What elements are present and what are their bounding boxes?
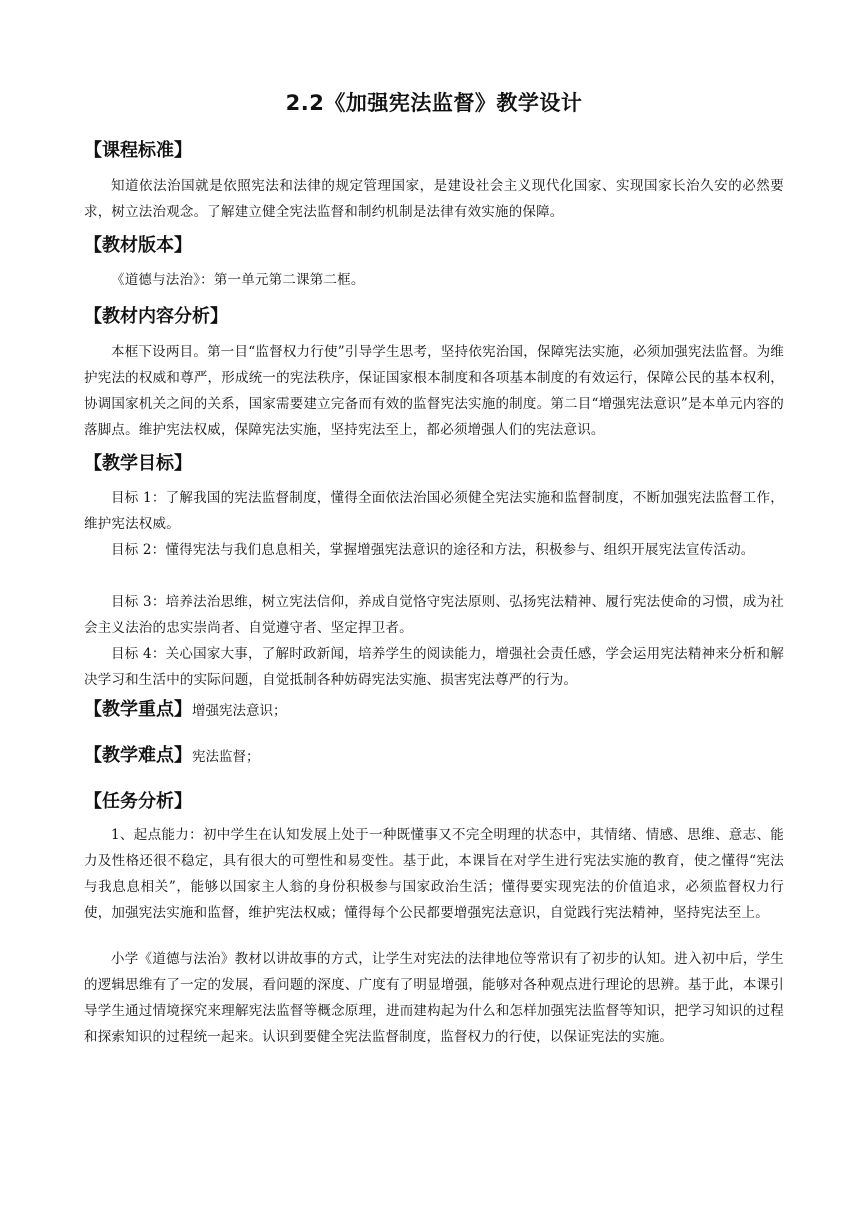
objective-item: 目标 3：培养法治思维，树立宪法信仰，养成自觉恪守宪法原则、弘扬宪法精神、履行宪法使命的习惯，成为社会主义法治的忠实崇尚者、自觉遵守者、坚定捍卫者。	[84, 594, 784, 636]
heading-content-analysis: 【教材内容分析】	[84, 306, 228, 327]
content-analysis-text: 本框下设两目。第一目“监督权力行使”引导学生思考，坚持依宪治国，保障宪法实施，必须加强宪法监督。为维护宪法的权威和尊严，形成统一的宪法秩序，保证国家根本制度和各项基本制度的有效运行，保障公民的基本权利，协调国家机关之间的关系，国家需要建立完备而有效的监督宪法实施的制度。第二目“增强宪法意识”是本单元内容的落脚点。维护宪法权威，保障宪法实施，坚持宪法至上，都必须增强人们的宪法意识。	[84, 344, 784, 438]
task-analysis-paragraph: 小学《道德与法治》教材以讲故事的方式，让学生对宪法的法律地位等常识有了初步的认知。进入初中后，学生的逻辑思维有了一定的发展，看问题的深度、广度有了明显增强，能够对各种观点进行理论的思辨。基于此，本课引导学生通过情境探究来理解宪法监督等概念原理，进而建构起为什么和怎样加强宪法监督等知识，把学习知识的过程和探索知识的过程统一起来。认识到要健全宪法监督制度，监督权力的行使，以保证宪法的实施。	[84, 951, 784, 1045]
heading-key-points: 【教学重点】	[84, 699, 192, 720]
textbook-edition-text: 《道德与法治》：第一单元第二课第二框。	[111, 272, 365, 288]
curriculum-standard-text: 知道依法治国就是依照宪法和法律的规定管理国家，是建设社会主义现代化国家、实现国家长治久安的必然要求，树立法治观念。了解建立健全宪法监督和制约机制是法律有效实施的保障。	[84, 178, 784, 220]
key-points-line	[84, 697, 287, 724]
objective-item: 目标 4：关心国家大事，了解时政新闻，培养学生的阅读能力，增强社会责任感，学会运用宪法精神来分析和解决学习和生活中的实际问题，自觉抵制各种妨碍宪法实施、损害宪法尊严的行为。	[84, 646, 784, 688]
objective-item: 目标 2：懂得宪法与我们息息相关，掌握增强宪法意识的途径和方法，积极参与、组织开展宪法宣传活动。	[111, 542, 755, 558]
heading-difficult-points: 【教学难点】	[84, 745, 192, 766]
heading-task-analysis: 【任务分析】	[84, 791, 192, 812]
heading-curriculum-standard: 【课程标准】	[84, 140, 192, 161]
heading-textbook-edition: 【教材版本】	[84, 235, 192, 256]
heading-teaching-objectives: 【教学目标】	[84, 453, 192, 474]
objective-item: 目标 1：了解我国的宪法监督制度，懂得全面依法治国必须健全宪法实施和监督制度，不断加强宪法监督工作，维护宪法权威。	[84, 490, 784, 532]
key-points-text: 增强宪法意识；	[192, 703, 287, 719]
task-analysis-paragraph: 1、起点能力：初中学生在认知发展上处于一种既懂事又不完全明理的状态中，其情绪、情感、思维、意志、能力及性格还很不稳定，具有很大的可塑性和易变性。基于此，本课旨在对学生进行宪法实施的教育，使之懂得“宪法与我息息相关”，能够以国家主人翁的身份积极参与国家政治生活；懂得要实现宪法的价值追求，必须监督权力行使，加强宪法实施和监督，维护宪法权威；懂得每个公民都要增强宪法意识，自觉践行宪法精神，坚持宪法至上。	[84, 827, 784, 921]
difficult-points-line	[84, 743, 260, 770]
document-title: 2.2《加强宪法监督》教学设计	[285, 91, 583, 115]
difficult-points-text: 宪法监督；	[192, 749, 260, 765]
